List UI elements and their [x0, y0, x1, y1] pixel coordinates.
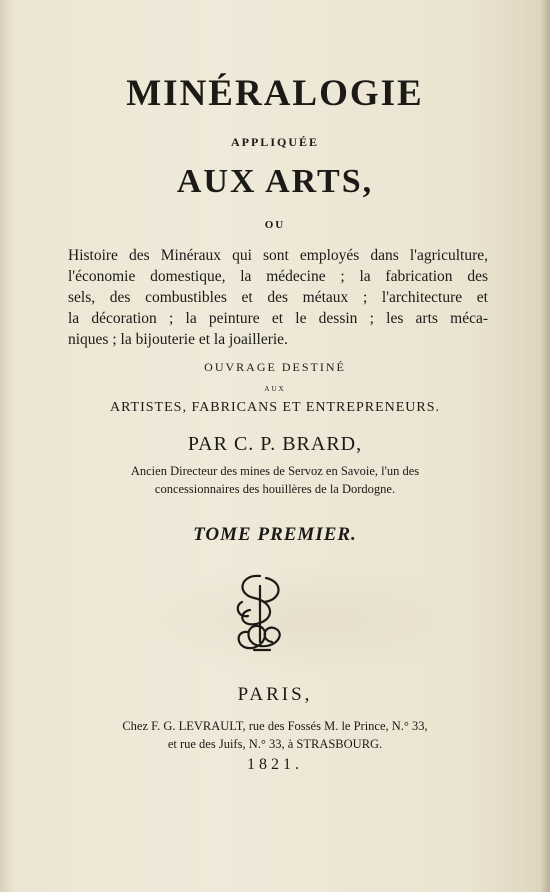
- subtitle-appliquee: APPLIQUÉE: [230, 135, 319, 149]
- description-line: l'économie domestique, la médecine ; la fabrication des: [68, 268, 488, 285]
- publisher-line: et rue des Juifs, N.° 33, à STRASBOURG.: [167, 737, 383, 751]
- description-line: sels, des combustibles et des métaux ; l'architecture et: [68, 289, 488, 306]
- author-description-line: concessionnaires des houillères de la Dordogne.: [154, 482, 396, 496]
- aux-label: AUX: [264, 385, 286, 393]
- publisher: [60, 717, 490, 753]
- description-line: Histoire des Minéraux qui sont employés dans l'agriculture,: [68, 247, 488, 264]
- publisher-line: Chez F. G. LEVRAULT, rue des Fossés M. le Prince, N.° 33,: [122, 719, 428, 733]
- author: PAR C. P. BRARD,: [187, 433, 363, 455]
- imprint-city: PARIS,: [237, 684, 313, 705]
- bleed-through: [140, 565, 470, 675]
- conjunction-ou: OU: [264, 219, 286, 231]
- description-line: la décoration ; la peinture et le dessin ; les arts méca-: [68, 310, 488, 327]
- description-line: niques ; la bijouterie et la joaillerie.: [68, 331, 288, 348]
- book-title-aux-arts: AUX ARTS,: [176, 163, 374, 200]
- ouvrage-destine: OUVRAGE DESTINÉ: [204, 360, 346, 374]
- publisher-monogram-icon: [230, 572, 290, 656]
- audience: ARTISTES, FABRICANS ET ENTREPRENEURS.: [109, 400, 441, 415]
- author-description-line: Ancien Directeur des mines de Servoz en Savoie, l'un des: [130, 464, 420, 478]
- publication-year: 1821.: [247, 756, 303, 773]
- description: [68, 245, 488, 350]
- author-description: [60, 462, 490, 498]
- book-title: MINÉRALOGIE: [126, 73, 424, 114]
- volume-label: TOME PREMIER.: [193, 524, 357, 545]
